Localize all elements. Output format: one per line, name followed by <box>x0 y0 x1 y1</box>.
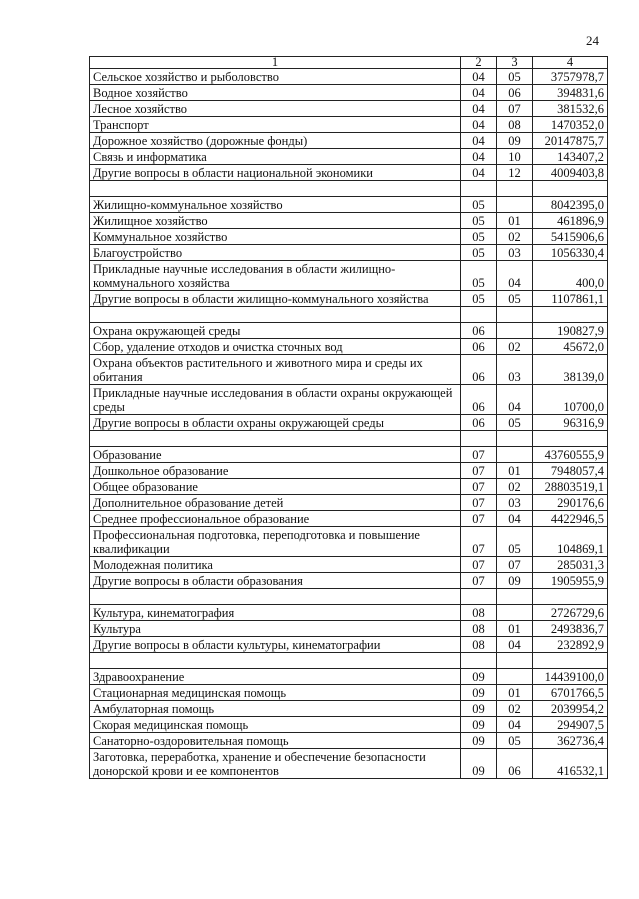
column-header-1: 1 <box>90 57 461 69</box>
spacer-cell <box>497 589 533 605</box>
column-header-3: 3 <box>497 57 533 69</box>
amount-value: 394831,6 <box>533 85 608 101</box>
subsection-code: 05 <box>497 69 533 85</box>
table-row <box>90 573 608 589</box>
table-header-row <box>90 57 608 69</box>
spacer-cell <box>90 589 461 605</box>
section-code: 08 <box>461 605 497 621</box>
spacer-cell <box>90 181 461 197</box>
amount-value: 2726729,6 <box>533 605 608 621</box>
table-row <box>90 733 608 749</box>
section-code: 05 <box>461 291 497 307</box>
subsection-code: 07 <box>497 557 533 573</box>
table-row <box>90 685 608 701</box>
subsection-code: 03 <box>497 245 533 261</box>
spacer-cell <box>533 307 608 323</box>
amount-value: 28803519,1 <box>533 479 608 495</box>
table-row <box>90 355 608 385</box>
section-code: 05 <box>461 229 497 245</box>
section-code: 07 <box>461 495 497 511</box>
spacer-cell <box>533 431 608 447</box>
amount-value: 4009403,8 <box>533 165 608 181</box>
subsection-code <box>497 605 533 621</box>
subsection-code <box>497 197 533 213</box>
amount-value: 232892,9 <box>533 637 608 653</box>
section-code: 07 <box>461 463 497 479</box>
table-row <box>90 213 608 229</box>
table-row <box>90 133 608 149</box>
section-code: 04 <box>461 101 497 117</box>
table-row <box>90 637 608 653</box>
table-row <box>90 495 608 511</box>
line-item-name: Жилищное хозяйство <box>90 213 461 229</box>
amount-value: 8042395,0 <box>533 197 608 213</box>
table-row <box>90 447 608 463</box>
spacer-cell <box>533 589 608 605</box>
table-row <box>90 339 608 355</box>
amount-value: 1107861,1 <box>533 291 608 307</box>
page-number: 24 <box>586 33 599 48</box>
section-code: 07 <box>461 511 497 527</box>
amount-value: 4422946,5 <box>533 511 608 527</box>
table-row <box>90 479 608 495</box>
line-item-name: Лесное хозяйство <box>90 101 461 117</box>
table-row <box>90 197 608 213</box>
table-row <box>90 117 608 133</box>
line-item-name: Образование <box>90 447 461 463</box>
table-row <box>90 527 608 557</box>
section-code: 06 <box>461 385 497 415</box>
amount-value: 1056330,4 <box>533 245 608 261</box>
table-row <box>90 165 608 181</box>
spacer-cell <box>533 653 608 669</box>
table-row <box>90 85 608 101</box>
section-code: 07 <box>461 557 497 573</box>
section-code: 07 <box>461 573 497 589</box>
line-item-name: Здравоохранение <box>90 669 461 685</box>
table-row <box>90 415 608 431</box>
line-item-name: Скорая медицинская помощь <box>90 717 461 733</box>
subsection-code <box>497 323 533 339</box>
section-code: 05 <box>461 245 497 261</box>
section-code: 09 <box>461 685 497 701</box>
section-code: 09 <box>461 701 497 717</box>
section-code: 04 <box>461 69 497 85</box>
subsection-code: 06 <box>497 85 533 101</box>
subsection-code: 01 <box>497 685 533 701</box>
column-header-2: 2 <box>461 57 497 69</box>
section-code: 07 <box>461 479 497 495</box>
amount-value: 45672,0 <box>533 339 608 355</box>
spacer-cell <box>90 653 461 669</box>
table-row <box>90 149 608 165</box>
amount-value: 7948057,4 <box>533 463 608 479</box>
spacer-cell <box>497 181 533 197</box>
subsection-code: 04 <box>497 261 533 291</box>
section-code: 09 <box>461 733 497 749</box>
amount-value: 461896,9 <box>533 213 608 229</box>
amount-value: 381532,6 <box>533 101 608 117</box>
spacer-cell <box>497 431 533 447</box>
subsection-code: 01 <box>497 463 533 479</box>
amount-value: 362736,4 <box>533 733 608 749</box>
spacer-cell <box>90 431 461 447</box>
line-item-name: Другие вопросы в области национальной экономики <box>90 165 461 181</box>
subsection-code: 01 <box>497 621 533 637</box>
line-item-name: Другие вопросы в области образования <box>90 573 461 589</box>
table-row <box>90 557 608 573</box>
spacer-cell <box>461 589 497 605</box>
line-item-name: Стационарная медицинская помощь <box>90 685 461 701</box>
table-row <box>90 511 608 527</box>
section-code: 06 <box>461 355 497 385</box>
subsection-code: 03 <box>497 355 533 385</box>
amount-value: 1905955,9 <box>533 573 608 589</box>
line-item-name: Другие вопросы в области жилищно-коммунального хозяйства <box>90 291 461 307</box>
section-code: 09 <box>461 669 497 685</box>
line-item-name: Среднее профессиональное образование <box>90 511 461 527</box>
section-code: 05 <box>461 261 497 291</box>
table-row <box>90 385 608 415</box>
table-row <box>90 323 608 339</box>
amount-value: 38139,0 <box>533 355 608 385</box>
spacer-row <box>90 307 608 323</box>
line-item-name: Другие вопросы в области культуры, кинематографии <box>90 637 461 653</box>
amount-value: 294907,5 <box>533 717 608 733</box>
amount-value: 43760555,9 <box>533 447 608 463</box>
amount-value: 2039954,2 <box>533 701 608 717</box>
amount-value: 416532,1 <box>533 749 608 779</box>
section-code: 09 <box>461 717 497 733</box>
line-item-name: Охрана окружающей среды <box>90 323 461 339</box>
line-item-name: Коммунальное хозяйство <box>90 229 461 245</box>
line-item-name: Профессиональная подготовка, переподготовка и повышение квалификации <box>90 527 461 557</box>
table-row <box>90 101 608 117</box>
subsection-code: 09 <box>497 133 533 149</box>
amount-value: 20147875,7 <box>533 133 608 149</box>
subsection-code <box>497 669 533 685</box>
table-row <box>90 621 608 637</box>
subsection-code: 04 <box>497 511 533 527</box>
line-item-name: Водное хозяйство <box>90 85 461 101</box>
section-code: 06 <box>461 415 497 431</box>
line-item-name: Прикладные научные исследования в области жилищно-коммунального хозяйства <box>90 261 461 291</box>
subsection-code: 02 <box>497 339 533 355</box>
spacer-row <box>90 653 608 669</box>
section-code: 06 <box>461 339 497 355</box>
amount-value: 400,0 <box>533 261 608 291</box>
subsection-code: 06 <box>497 749 533 779</box>
amount-value: 96316,9 <box>533 415 608 431</box>
amount-value: 1470352,0 <box>533 117 608 133</box>
section-code: 07 <box>461 527 497 557</box>
section-code: 08 <box>461 621 497 637</box>
amount-value: 285031,3 <box>533 557 608 573</box>
amount-value: 10700,0 <box>533 385 608 415</box>
spacer-row <box>90 431 608 447</box>
subsection-code: 05 <box>497 291 533 307</box>
table-row <box>90 605 608 621</box>
section-code: 09 <box>461 749 497 779</box>
table-row <box>90 245 608 261</box>
subsection-code: 08 <box>497 117 533 133</box>
subsection-code <box>497 447 533 463</box>
amount-value: 104869,1 <box>533 527 608 557</box>
line-item-name: Сельское хозяйство и рыболовство <box>90 69 461 85</box>
table-row <box>90 749 608 779</box>
spacer-cell <box>533 181 608 197</box>
spacer-row <box>90 589 608 605</box>
section-code: 05 <box>461 197 497 213</box>
line-item-name: Другие вопросы в области охраны окружающей среды <box>90 415 461 431</box>
line-item-name: Связь и информатика <box>90 149 461 165</box>
line-item-name: Охрана объектов растительного и животного мира и среды их обитания <box>90 355 461 385</box>
line-item-name: Амбулаторная помощь <box>90 701 461 717</box>
line-item-name: Прикладные научные исследования в области охраны окружающей среды <box>90 385 461 415</box>
spacer-cell <box>461 307 497 323</box>
amount-value: 190827,9 <box>533 323 608 339</box>
subsection-code: 05 <box>497 733 533 749</box>
subsection-code: 04 <box>497 717 533 733</box>
budget-table-body <box>90 57 608 779</box>
spacer-cell <box>497 653 533 669</box>
line-item-name: Культура <box>90 621 461 637</box>
section-code: 07 <box>461 447 497 463</box>
line-item-name: Сбор, удаление отходов и очистка сточных вод <box>90 339 461 355</box>
spacer-cell <box>461 653 497 669</box>
line-item-name: Благоустройство <box>90 245 461 261</box>
subsection-code: 05 <box>497 415 533 431</box>
subsection-code: 12 <box>497 165 533 181</box>
spacer-cell <box>497 307 533 323</box>
table-row <box>90 463 608 479</box>
table-row <box>90 229 608 245</box>
amount-value: 143407,2 <box>533 149 608 165</box>
subsection-code: 09 <box>497 573 533 589</box>
subsection-code: 04 <box>497 385 533 415</box>
section-code: 04 <box>461 117 497 133</box>
line-item-name: Дополнительное образование детей <box>90 495 461 511</box>
amount-value: 5415906,6 <box>533 229 608 245</box>
spacer-cell <box>90 307 461 323</box>
amount-value: 3757978,7 <box>533 69 608 85</box>
subsection-code: 05 <box>497 527 533 557</box>
line-item-name: Дошкольное образование <box>90 463 461 479</box>
amount-value: 290176,6 <box>533 495 608 511</box>
table-row <box>90 261 608 291</box>
line-item-name: Общее образование <box>90 479 461 495</box>
line-item-name: Дорожное хозяйство (дорожные фонды) <box>90 133 461 149</box>
column-header-4: 4 <box>533 57 608 69</box>
subsection-code: 03 <box>497 495 533 511</box>
line-item-name: Санаторно-оздоровительная помощь <box>90 733 461 749</box>
amount-value: 6701766,5 <box>533 685 608 701</box>
section-code: 04 <box>461 165 497 181</box>
table-row <box>90 701 608 717</box>
subsection-code: 01 <box>497 213 533 229</box>
section-code: 08 <box>461 637 497 653</box>
table-row <box>90 717 608 733</box>
section-code: 06 <box>461 323 497 339</box>
section-code: 04 <box>461 149 497 165</box>
line-item-name: Жилищно-коммунальное хозяйство <box>90 197 461 213</box>
amount-value: 2493836,7 <box>533 621 608 637</box>
budget-table <box>89 56 608 779</box>
subsection-code: 10 <box>497 149 533 165</box>
section-code: 04 <box>461 133 497 149</box>
table-row <box>90 669 608 685</box>
line-item-name: Культура, кинематография <box>90 605 461 621</box>
section-code: 04 <box>461 85 497 101</box>
spacer-row <box>90 181 608 197</box>
amount-value: 14439100,0 <box>533 669 608 685</box>
subsection-code: 02 <box>497 701 533 717</box>
section-code: 05 <box>461 213 497 229</box>
subsection-code: 02 <box>497 229 533 245</box>
subsection-code: 02 <box>497 479 533 495</box>
spacer-cell <box>461 431 497 447</box>
subsection-code: 07 <box>497 101 533 117</box>
subsection-code: 04 <box>497 637 533 653</box>
table-row <box>90 69 608 85</box>
table-row <box>90 291 608 307</box>
line-item-name: Заготовка, переработка, хранение и обеспечение безопасности донорской крови и ее компонентов <box>90 749 461 779</box>
line-item-name: Транспорт <box>90 117 461 133</box>
line-item-name: Молодежная политика <box>90 557 461 573</box>
spacer-cell <box>461 181 497 197</box>
